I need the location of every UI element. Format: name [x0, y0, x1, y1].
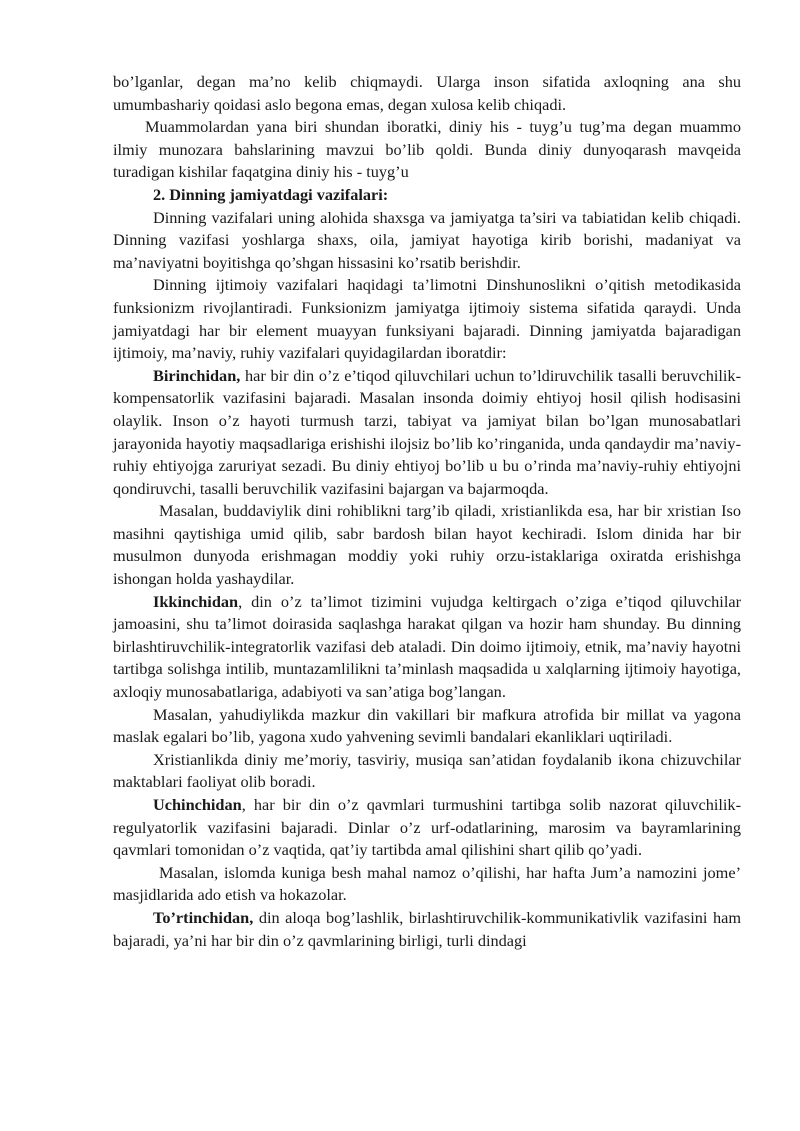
paragraph [113, 907, 741, 952]
paragraph [113, 274, 741, 364]
paragraph [113, 591, 741, 704]
paragraph [113, 116, 741, 184]
paragraph-text: Xristianlikda diniy me’moriy, tasviriy, musiqa san’atidan foydalanib ikona chizuvchilar maktablari faoliyat olib boradi. [113, 749, 741, 792]
paragraph [113, 207, 741, 275]
paragraph-lead: Birinchidan, [153, 365, 241, 385]
paragraph [113, 365, 741, 501]
paragraph-lead: To’rtinchidan, [153, 907, 254, 927]
paragraph-text: har bir din o’z e’tiqod qiluvchilari uchun to’ldiruvchilik tasalli beruvchilik-kompensatorlik vazifasini bajaradi. Masalan insonda doimiy ehtiyoj hosil qilish hodisasini olaylik. Inson o’z hayoti turmush tarzi, tabiyat va jamiyat bilan bo’lgan munosabatlari jarayonida hayotiy maqsadlariga erishishi ilojsiz bo’lib ko’ringanida, unda qandaydir ma’naviy-ruhiy ehtiyojga zaruriyat sezadi. Bu diniy ehtiyoj bo’lib u bu o’rinda ma’naviy-ruhiy ehtiyojni qondiruvchi, tasalli beruvchilik vazifasini bajargan va bajarmoqda. [113, 365, 741, 498]
paragraph [113, 71, 741, 116]
paragraph [113, 862, 741, 907]
paragraph-lead: Uchinchidan [153, 795, 242, 814]
document-page [113, 71, 741, 952]
paragraph-text: , din o’z ta’limot tizimini vujudga keltirgach o’ziga e’tiqod qiluvchilar jamoasini, shu ta’limot doirasida saqlashga harakat qilgan va hozir ham shunday. Bu dinning birlashtiruvchilik-integratorlik vazifasi deb ataladi. Din doimo ijtimoiy, etnik, ma’naviy hayotni tartibga solishga intilib, muntazamlilikni ta’minlash maqsadida u xalqlarning ijtimoiy hayotiga, axloqiy munosabatlariga, adabiyoti va san’atiga bog’langan. [113, 591, 741, 702]
paragraph [113, 794, 741, 862]
paragraph-text: Masalan, yahudiylikda mazkur din vakillari bir mafkura atrofida bir millat va yagona maslak egalari bo’lib, yagona xudo yahvening sevimli bandalari ekanliklari uqtiriladi. [113, 704, 741, 747]
paragraph [113, 749, 741, 794]
paragraph [113, 704, 741, 749]
paragraph-text: bo’lganlar, degan ma’no kelib chiqmaydi. Ularga inson sifatida axloqning ana shu umumbashariy qoidasi aslo begona emas, degan xulosa kelib chiqadi. [113, 72, 741, 114]
paragraph-text: Muammolardan yana biri shundan iboratki, diniy his - tuyg’u tug’ma degan muammo ilmiy munozara bahslarining mavzui bo’lib qoldi. Bunda diniy dunyoqarash mavqeida turadigan kishilar faqatgina diniy his - tuyg’u [113, 117, 741, 182]
paragraph-text: Dinning vazifalari uning alohida shaxsga va jamiyatga ta’siri va tabiatidan kelib chiqadi. Dinning vazifasi yoshlarga shaxs, oila, jamiyat hayotiga kirib borishi, madaniyat va ma’naviyatni boyitishga qo’shgan hissasini ko’rsatib berishdir. [113, 207, 741, 272]
section-heading: 2. Dinning jamiyatdagi vazifalari: [153, 184, 389, 204]
paragraph [113, 500, 741, 590]
paragraph-text: Masalan, islomda kuniga besh mahal namoz o’qilishi, har hafta Jum’a namozini jome’ masjidlarida ado etish va hokazolar. [113, 862, 741, 905]
paragraph-lead: Ikkinchidan [153, 591, 239, 611]
paragraph-text: Dinning ijtimoiy vazifalari haqidagi ta’limotni Dinshunoslikni o’qitish metodikasida funksionizm rivojlantiradi. Funksionizm jamiyatga ijtimoiy sistema sifatida qaraydi. Unda jamiyatdagi har bir element muayyan funksiyani bajaradi. Dinning jamiyatda bajaradigan ijtimoiy, ma’naviy, ruhiy vazifalari quyidagilardan iboratdir: [113, 275, 741, 363]
paragraph-text: Masalan, buddaviylik dini rohiblikni targ’ib qiladi, xristianlikda esa, har bir xristian Iso masihni qaytishiga umid qilib, sabr bardosh bilan hayot kechiradi. Islom dinida har bir musulmon dunyoda erishmagan moddiy yoki ruhiy orzu-istaklariga oxiratda erishishga ishongan holda yashaydilar. [113, 501, 741, 589]
paragraph-text: din aloqa bog’lashlik, birlashtiruvchilik-kommunikativlik vazifasini ham bajaradi, ya’ni har bir din o’z qavmlarining birligi, turli dindagi [113, 907, 741, 950]
paragraph-text: , har bir din o’z qavmlari turmushini tartibga solib nazorat qiluvchilik-regulyatorlik vazifasini bajaradi. Dinlar o’z urf-odatlarining, marosim va bayramlarining qavmlari tomonidan o’z vaqtida, qat’iy tartibda amal qilishini shart qilib qo’yadi. [113, 795, 741, 860]
